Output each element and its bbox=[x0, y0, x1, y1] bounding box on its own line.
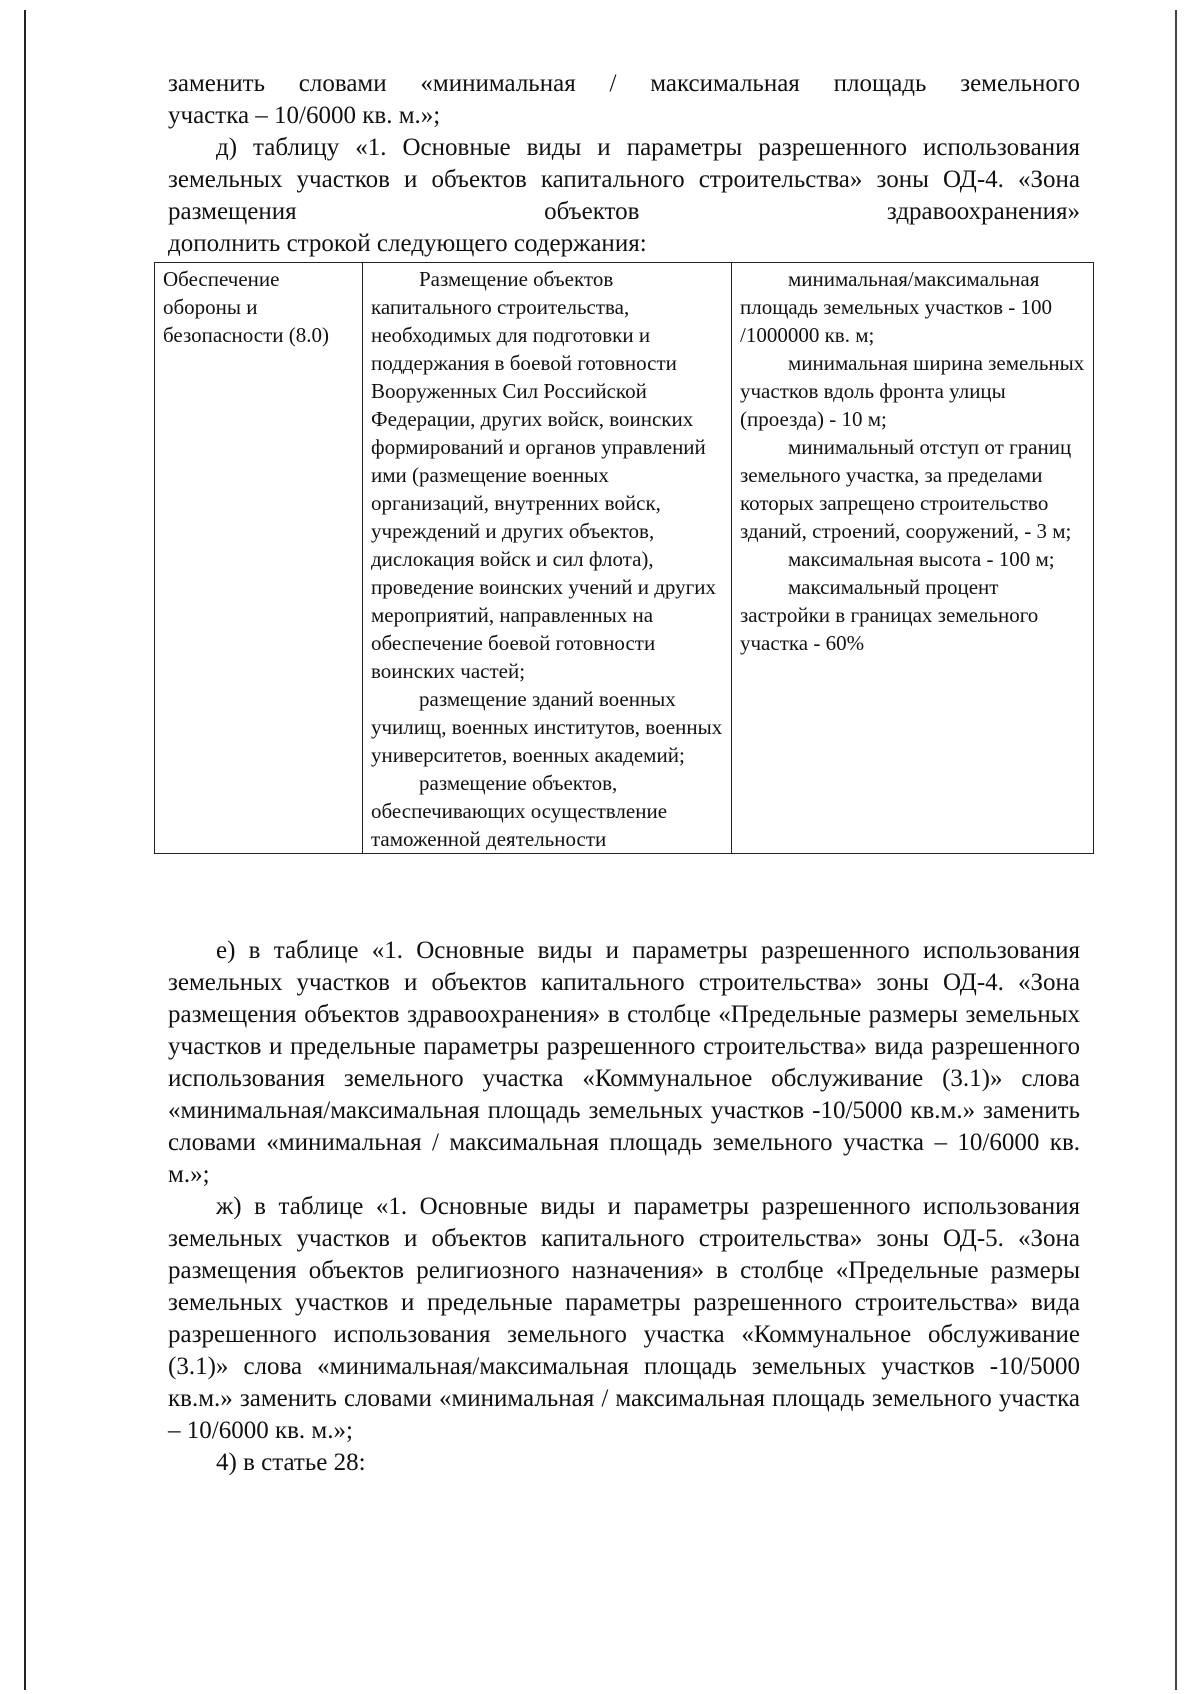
table-cell-use-type bbox=[155, 263, 363, 854]
table-cell-parameters bbox=[732, 263, 1094, 854]
scan-edge-right bbox=[1175, 10, 1177, 1690]
param-setback: минимальный отступ от границ земельного участка, за пределами которых запрещено строительство зданий, строений, сооружений, - 3 м; bbox=[740, 435, 1072, 543]
description-p1: Размещение объектов капитального строительства, необходимых для подготовки и поддержания в боевой готовности Вооруженных Сил Российской Федерации, других войск, воинских формирований и органов управлений ими (размещение военных организаций, внутренних войск, учреждений и других объектов, дислокация войск и сил флота), проведение воинских учений и других мероприятий, направленных на обеспечение боевой готовности воинских частей; bbox=[371, 267, 716, 683]
item-d-last-line: дополнить строкой следующего содержания: bbox=[168, 230, 647, 257]
param-height: максимальная высота - 100 м; bbox=[788, 547, 1055, 571]
intro-line-2: участка – 10/6000 кв. м.»; bbox=[168, 102, 441, 129]
intro-line-1: заменить словами «минимальная / максимальная площадь земельного bbox=[168, 70, 1080, 97]
bottom-text-block bbox=[168, 935, 1080, 1479]
param-width: минимальная ширина земельных участков вдоль фронта улицы (проезда) - 10 м; bbox=[740, 351, 1085, 431]
param-coverage: максимальный процент застройки в границах земельного участка - 60% bbox=[740, 575, 1039, 655]
description-p2: размещение зданий военных училищ, военных институтов, военных университетов, военных академий; bbox=[371, 687, 723, 767]
param-area: минимальная/максимальная площадь земельных участков - 100 /1000000 кв. м; bbox=[740, 267, 1053, 347]
scan-edge-left bbox=[24, 10, 26, 1690]
item-d-paragraph: д) таблицу «1. Основные виды и параметры разрешенного использования земельных участков и объектов капитального строительства» зоны ОД-4. «Зона размещения объектов здравоохранения» bbox=[168, 134, 1080, 225]
item-zh-paragraph: ж) в таблице «1. Основные виды и параметры разрешенного использования земельных участков и объектов капитального строительства» зоны ОД-5. «Зона размещения объектов религиозного назначения» в столбце «Предельные размеры земельных участков и предельные параметры разрешенного строительства» вида разрешенного использования земельного участка «Коммунальное обслуживание (3.1)» слова «минимальная/максимальная площадь земельных участков -10/5000 кв.м.» заменить словами «минимальная / максимальная площадь земельного участка – 10/6000 кв. м.»; bbox=[168, 1193, 1080, 1444]
table-cell-description bbox=[363, 263, 732, 854]
use-type-text: Обеспечение обороны и безопасности (8.0) bbox=[163, 267, 330, 347]
table-row bbox=[155, 263, 1094, 854]
zoning-table bbox=[154, 262, 1094, 854]
item-e-paragraph: е) в таблице «1. Основные виды и параметры разрешенного использования земельных участков и объектов капитального строительства» зоны ОД-4. «Зона размещения объектов здравоохранения» в столбце «Предельные размеры земельных участков и предельные параметры разрешенного строительства» вида разрешенного использования земельного участка «Коммунальное обслуживание (3.1)» слова «минимальная/максимальная площадь земельных участков -10/5000 кв.м.» заменить словами «минимальная / максимальная площадь земельного участка – 10/6000 кв. м.»; bbox=[168, 937, 1080, 1188]
item-4-paragraph: 4) в статье 28: bbox=[216, 1449, 366, 1476]
description-p3: размещение объектов, обеспечивающих осуществление таможенной деятельности bbox=[371, 771, 668, 851]
top-text-block bbox=[168, 68, 1080, 260]
